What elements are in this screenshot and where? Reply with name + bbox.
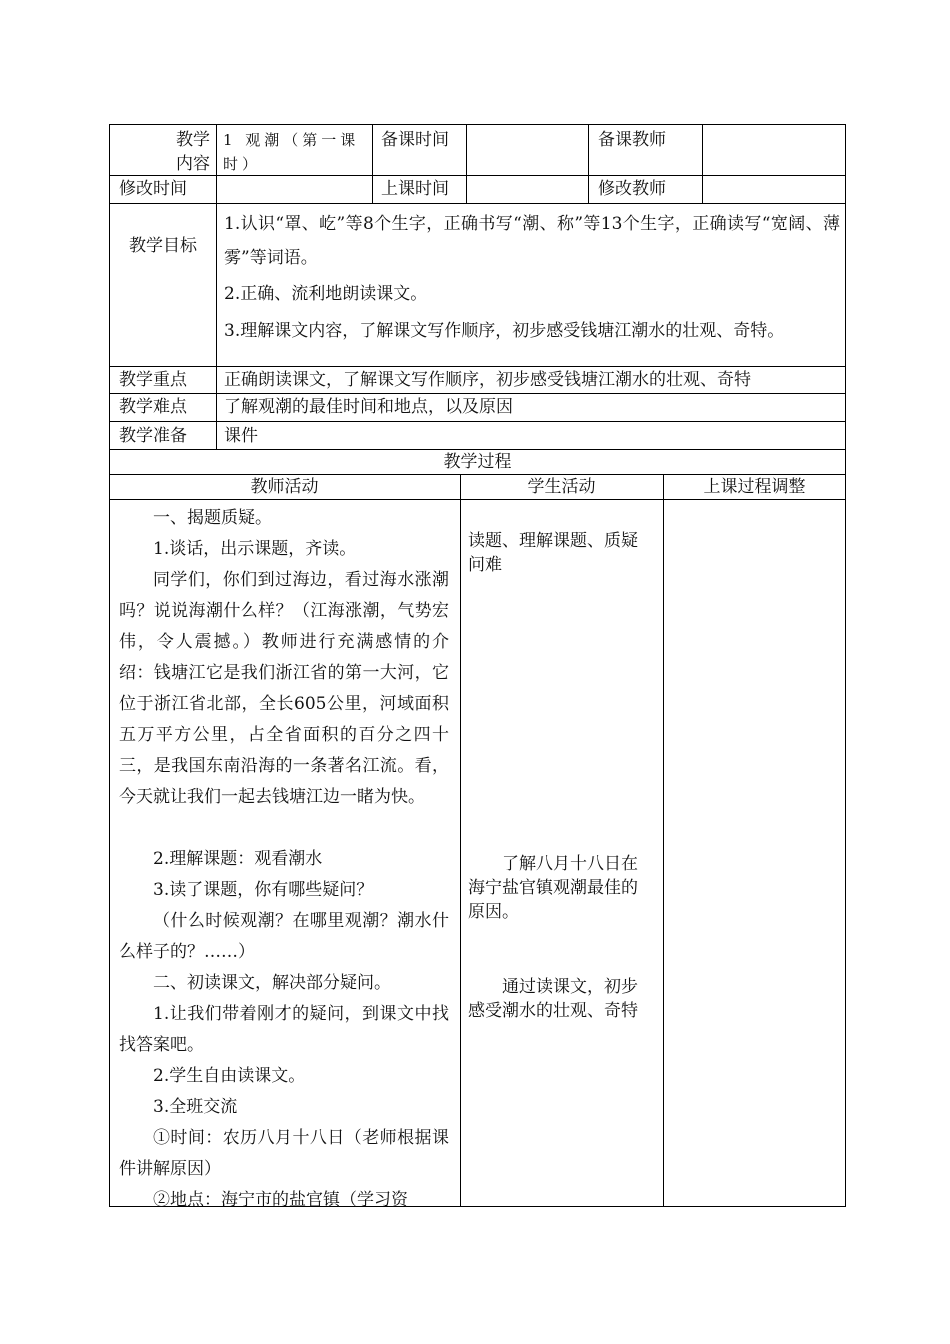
difficulty-label: 教学难点: [119, 397, 187, 417]
row-divider: [109, 421, 846, 422]
focus-label: 教学重点: [119, 370, 187, 390]
col-divider: [466, 124, 467, 203]
row-divider: [109, 203, 846, 204]
col-divider: [372, 124, 373, 203]
goal-item: 1.认识“罩、屹”等8个生字，正确书写“潮、称”等13个生字，正确读写“宽阔、薄雾”等词语。: [224, 214, 840, 268]
teacher-activity-line: （什么时候观潮？在哪里观潮？潮水什么样子的？……）: [119, 911, 449, 962]
revise-time-label: 修改时间: [119, 179, 187, 199]
teacher-activity-line: 3.全班交流: [153, 1097, 238, 1117]
process-title: 教学过程: [443, 452, 512, 472]
teacher-activity-line: 1.让我们带着刚才的疑问，到课文中找找答案吧。: [119, 1004, 449, 1055]
row-divider: [109, 499, 846, 500]
content-value: 1 观潮（第一课时）: [223, 131, 360, 173]
row-divider: [109, 175, 846, 176]
goal-item: 3.理解课文内容，了解课文写作顺序，初步感受钱塘江潮水的壮观、奇特。: [224, 321, 785, 341]
col-student-header: 学生活动: [527, 477, 596, 497]
col-divider: [588, 124, 589, 203]
content-label: 教学内容: [176, 130, 210, 174]
teacher-activity-line: 二、初读课文，解决部分疑问。: [153, 973, 391, 993]
col-divider: [460, 474, 461, 1207]
goal-item: 2.正确、流利地朗读课文。: [224, 284, 428, 304]
col-divider: [702, 124, 703, 203]
row-divider: [109, 393, 846, 394]
prep-time-label: 备课时间: [381, 130, 449, 150]
student-activity-item: 通过读课文，初步感受潮水的壮观、奇特: [468, 977, 638, 1021]
student-activity-item: 读题、理解课题、质疑问难: [468, 531, 638, 575]
teacher-activity-line: 3.读了课题，你有哪些疑问？: [153, 880, 374, 900]
prep-value: 课件: [224, 426, 258, 446]
teacher-activity-line: ②地点：海宁市的盐官镇（学习资: [153, 1190, 408, 1207]
goals-label: 教学目标: [129, 236, 197, 256]
teacher-activity-line: 2.理解课题：观看潮水: [153, 849, 323, 869]
teacher-activity-line: 一、揭题质疑。: [153, 508, 272, 528]
teacher-activity-line: ①时间：农历八月十八日（老师根据课件讲解原因）: [119, 1128, 449, 1179]
prep-label: 教学准备: [119, 426, 187, 446]
class-time-label: 上课时间: [381, 179, 449, 199]
difficulty-value: 了解观潮的最佳时间和地点，以及原因: [224, 397, 513, 417]
teacher-activity-line: 2.学生自由读课文。: [153, 1066, 306, 1086]
student-activity-item: 了解八月十八日在海宁盐官镇观潮最佳的原因。: [468, 854, 638, 922]
col-adjust-header: 上课过程调整: [703, 477, 806, 497]
revise-teacher-label: 修改教师: [598, 179, 666, 199]
col-divider: [216, 124, 217, 449]
row-divider: [109, 366, 846, 367]
col-teacher-header: 教师活动: [250, 477, 319, 497]
prep-teacher-label: 备课教师: [598, 130, 666, 150]
col-divider: [663, 474, 664, 1207]
teacher-activity-line: 同学们，你们到过海边，看过海水涨潮吗？说说海潮什么样？（江海涨潮，气势宏伟，令人震撼。）教师进行充满感情的介绍：钱塘江它是我们浙江省的第一大河，它位于浙江省北部，全长605公里，河域面积五万平方公里，占全省面积的百分之四十三，是我国东南沿海的一条著名江流。看，今天就让我们一起去钱塘江边一睹为快。: [119, 570, 449, 807]
teacher-activity-line: 1.谈话，出示课题，齐读。: [153, 539, 357, 559]
focus-value: 正确朗读课文，了解课文写作顺序，初步感受钱塘江潮水的壮观、奇特: [224, 370, 751, 390]
